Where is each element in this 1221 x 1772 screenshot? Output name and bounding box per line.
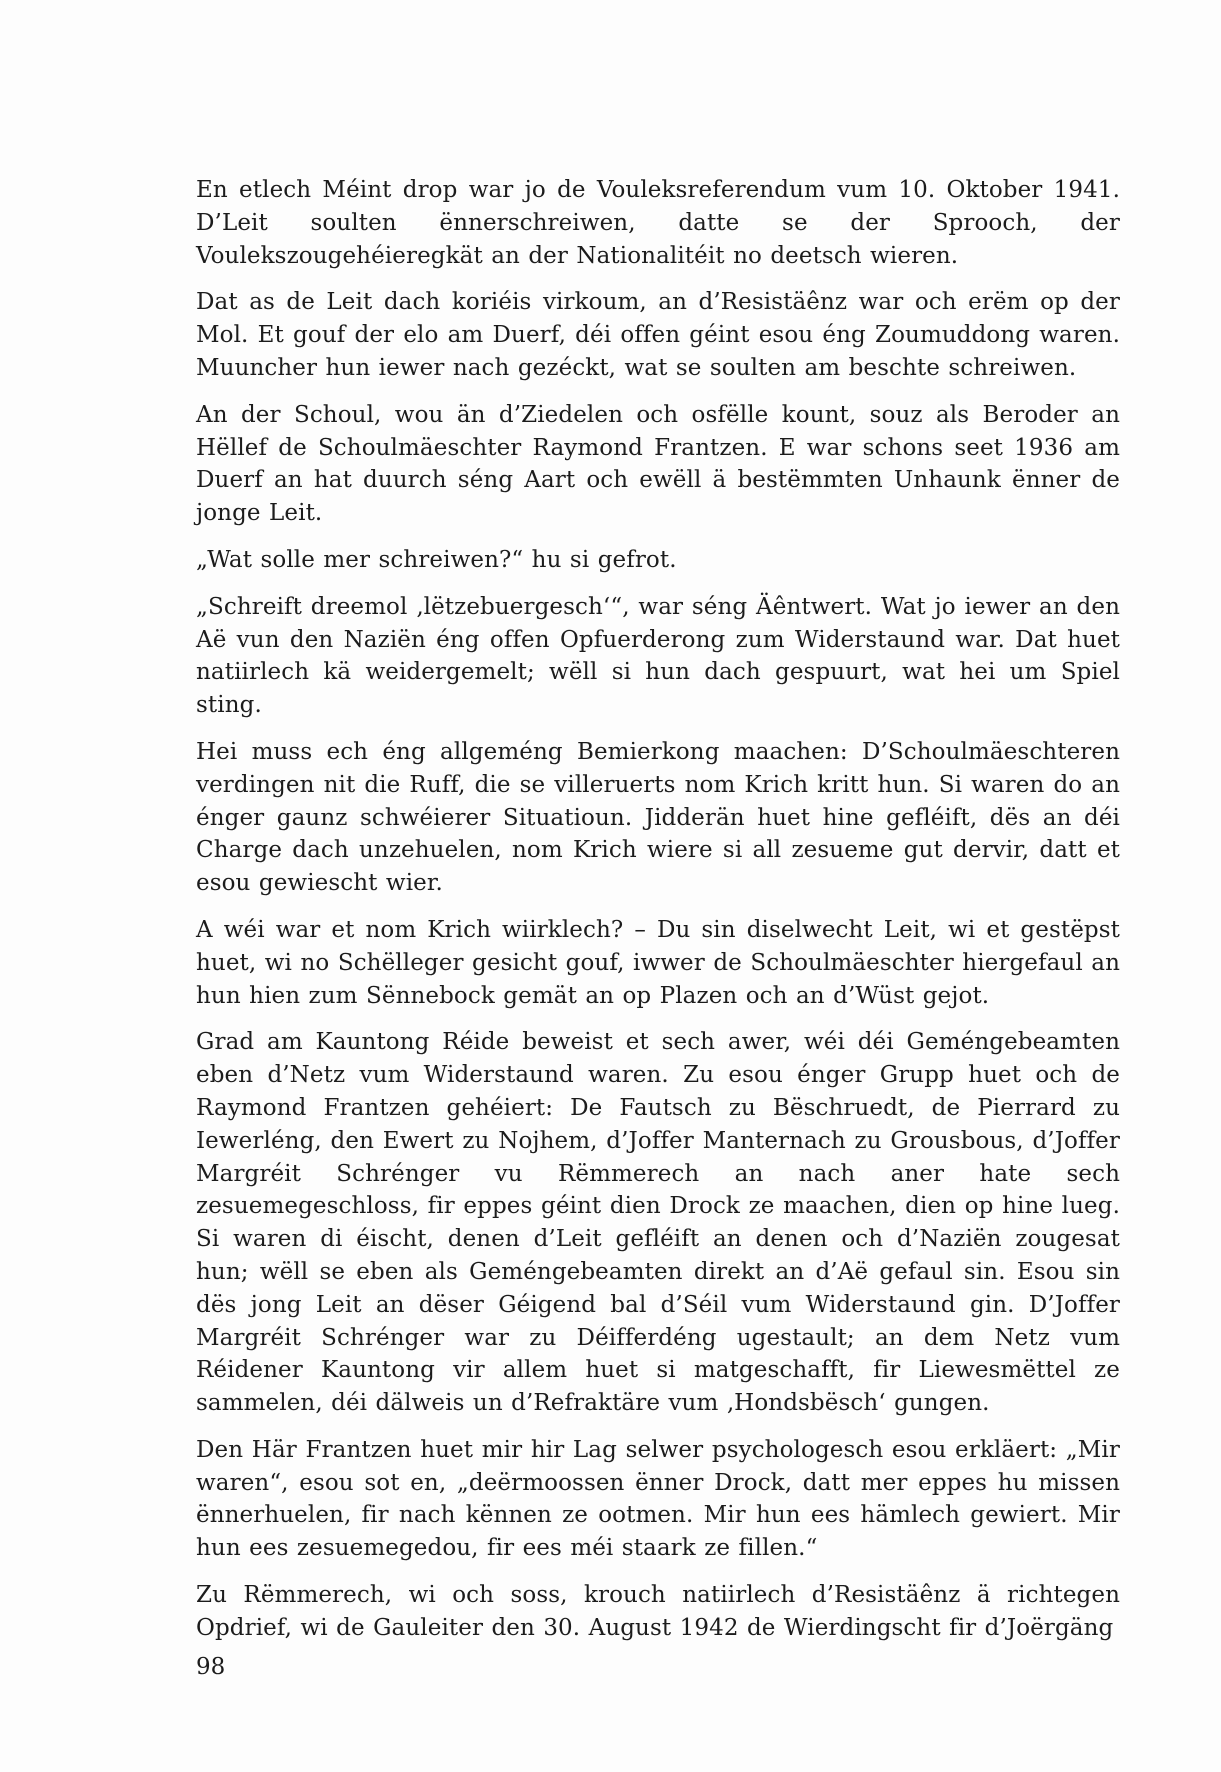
- paragraph: Hei muss ech éng allgeméng Bemierkong maachen: D’Schoulmäeschteren verdingen nit die Ruff, die se villeruerts nom Krich kritt hun. Si waren do an énger gaunz schwéierer Situatioun. Jidderän huet hine gefléift, dës an déi Charge dach unzehuelen, nom Krich wiere si all zesueme gut dervir, datt et esou gewiescht wier.: [196, 738, 1120, 897]
- paragraph: En etlech Méint drop war jo de Vouleksreferendum vum 10. Oktober 1941. D’Leit soulten ënnerschreiwen, datte se der Sprooch, der Voulekszougehéieregkät an der Nationalitéit no deetsch wieren.: [196, 177, 1120, 269]
- paragraph: „Wat solle mer schreiwen?“ hu si gefrot.: [196, 546, 677, 573]
- paragraph: A wéi war et nom Krich wiirklech? – Du sin diselwecht Leit, wi et gestëpst huet, wi no Schëlleger gesicht gouf, iwwer de Schoulmäeschter hiergefaul an hun hien zum Sënnebock gemät an op Plazen och an d’Wüst gejot.: [196, 916, 1120, 1009]
- paragraph: Zu Rëmmerech, wi och soss, krouch natiirlech d’Resistäênz ä richtegen Opdrief, wi de Gauleiter den 30. August 1942 de Wierdingscht fir d’Joërgäng: [196, 1582, 1120, 1641]
- paragraph: Dat as de Leit dach koriéis virkoum, an d’Resistäênz war och erëm op der Mol. Et gouf der elo am Duerf, déi offen géint esou éng Zoumuddong waren. Muuncher hun iewer nach gezéckt, wat se soulten am beschte schreiwen.: [196, 289, 1120, 381]
- body-text: [196, 174, 1120, 1645]
- page-number: 98: [196, 1654, 226, 1680]
- paragraph: Den Här Frantzen huet mir hir Lag selwer psychologesch esou erkläert: „Mir waren“, esou sot en, „deërmoossen ënner Drock, datt mer eppes hu missen ënnerhuelen, fir nach kënnen ze ootmen. Mir hun ees hämlech gewiert. Mir hun ees zesuemegedou, fir ees méi staark ze fillen.“: [196, 1436, 1120, 1562]
- paragraph: „Schreift dreemol ‚lëtzebuergesch‘“, war séng Äêntwert. Wat jo iewer an den Aë vun den Naziën éng offen Opfuerderong zum Widerstaund war. Dat huet natiirlech kä weidergemelt; wëll si hun dach gespuurt, wat hei um Spiel sting.: [196, 593, 1120, 719]
- paragraph: Grad am Kauntong Réide beweist et sech awer, wéi déi Geméngebeamten eben d’Netz vum Widerstaund waren. Zu esou énger Grupp huet och de Raymond Frantzen gehéiert: De Fautsch zu Bëschruedt, de Pierrard zu Iewerléng, den Ewert zu Nojhem, d’Joffer Manternach zu Grousbous, d’Joffer Margréit Schrénger vu Rëmmerech an nach aner hate sech zesuemegeschloss, fir eppes géint dien Drock ze maachen, dien op hine lueg. Si waren di éischt, denen d’Leit gefléift an denen och d’Naziën zougesat hun; wëll se eben als Geméngebeamten direkt an d’Aë gefaul sin. Esou sin dës jong Leit an dëser Géigend bal d’Séil vum Widerstaund gin. D’Joffer Margréit Schrénger war zu Déifferdéng ugestault; an dem Netz vum Réidener Kauntong vir allem huet si matgeschafft, fir Liewesmëttel ze sammelen, déi dälweis un d’Refraktäre vum ‚Hondsbësch‘ gungen.: [196, 1029, 1120, 1417]
- paragraph: An der Schoul, wou än d’Ziedelen och osfëlle kount, souz als Beroder an Hëllef de Schoulmäeschter Raymond Frantzen. E war schons seet 1936 am Duerf an hat duurch séng Aart och ewëll ä bestëmmten Unhaunk ënner de jonge Leit.: [196, 401, 1120, 527]
